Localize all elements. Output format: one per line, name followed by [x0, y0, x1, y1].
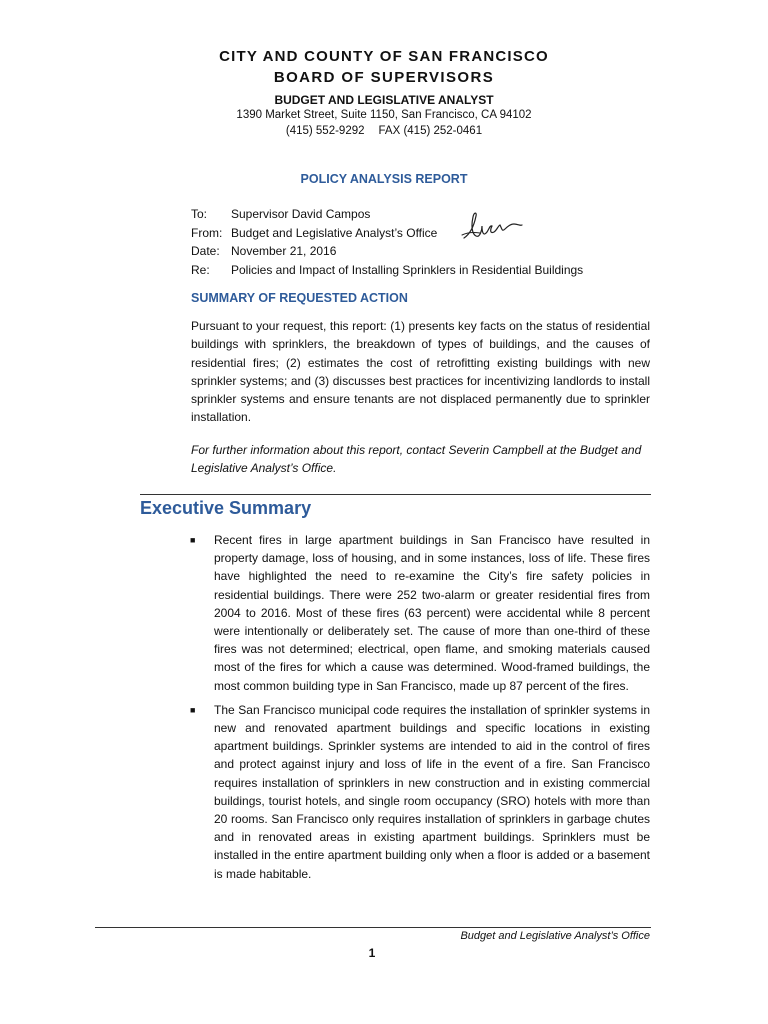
report-title: POLICY ANALYSIS REPORT: [300, 172, 468, 186]
square-bullet-icon: ■: [190, 704, 196, 715]
memo-re-label: Re:: [191, 262, 210, 277]
executive-summary-heading: Executive Summary: [140, 498, 312, 518]
executive-summary-list: [190, 531, 650, 889]
header-phone: (415) 552-9292: [285, 125, 365, 137]
memo-to-label: To:: [191, 207, 208, 222]
header-office: BUDGET AND LEGISLATIVE ANALYST: [274, 93, 494, 107]
bullet-text: Recent fires in large apartment buildings in San Francisco have resulted in property damage, loss of housing, and in some instances, loss of life. These fires have highlighted the need to re-examine the City’s fire safety policies in residential buildings. There were 252 two-alarm or greater residential fires from 2004 to 2016. Most of these fires (63 percent) were accidental while 8 percent were intentionally or deliberately set. The cause of more than one-third of these fires was not determined; electrical, open flame, and smoking materials caused most of the fires for which a cause was determined. Wood-framed buildings, the most common building type in San Francisco, made up 87 percent of the fires.: [214, 533, 650, 693]
memo-re-row: [191, 261, 661, 280]
list-item: [190, 531, 650, 695]
contact-paragraph: For further information about this report, contact Severin Campbell at the Budget and Legislative Analyst’s Office.: [191, 443, 642, 476]
list-item: [190, 701, 650, 883]
header-city-county: CITY AND COUNTY OF SAN FRANCISCO: [219, 48, 549, 65]
memo-to-row: [191, 205, 661, 224]
header-address: 1390 Market Street, Suite 1150, San Francisco, CA 94102: [236, 109, 532, 121]
signature-image: [460, 208, 524, 244]
memo-re-value: Policies and Impact of Installing Sprinklers in Residential Buildings: [231, 262, 584, 277]
memo-to-value: Supervisor David Campos: [231, 207, 371, 222]
footer-office: Budget and Legislative Analyst’s Office: [460, 930, 650, 942]
memo-from-label: From:: [191, 225, 223, 240]
footer-divider: [95, 927, 651, 928]
header-board: BOARD OF SUPERVISORS: [273, 69, 495, 86]
memo-block: [191, 205, 661, 279]
memo-date-value: November 21, 2016: [231, 244, 337, 259]
memo-date-label: Date:: [191, 244, 220, 259]
bullet-text: The San Francisco municipal code requires the installation of sprinkler systems in new and renovated apartment buildings and specific locations in existing apartment buildings. Sprinkler systems are intended to aid in the control of fires and protect against injury and loss of life in the event of a fire. San Francisco requires installation of sprinklers in new construction and in existing commercial buildings, tourist hotels, and single room occupancy (SRO) hotels with more than 20 rooms. San Francisco only requires installation of sprinklers in garbage chutes and in renovated areas in existing apartment buildings. Sprinklers must be installed in the entire apartment building only when a floor is added or a basement is made habitable.: [214, 702, 650, 881]
page-number: 1: [368, 946, 376, 960]
memo-from-row: [191, 224, 661, 243]
section-divider: [140, 494, 651, 495]
memo-from-value: Budget and Legislative Analyst’s Office: [231, 225, 438, 240]
square-bullet-icon: ■: [190, 535, 196, 545]
summary-paragraph: Pursuant to your request, this report: (1) presents key facts on the status of residential buildings with sprinklers, the breakdown of types of buildings, and the causes of residential fires; (2) estimates the cost of retrofitting existing buildings with new sprinkler systems; and (3) discusses best practices for incentivizing landlords to install sprinkler systems and ensure tenants are not displaced permanently due to sprinkler installation.: [191, 319, 650, 425]
header-contact: [0, 125, 768, 137]
header-fax: FAX (415) 252-0461: [378, 125, 483, 137]
summary-heading: SUMMARY OF REQUESTED ACTION: [191, 291, 408, 305]
memo-date-row: [191, 242, 661, 261]
